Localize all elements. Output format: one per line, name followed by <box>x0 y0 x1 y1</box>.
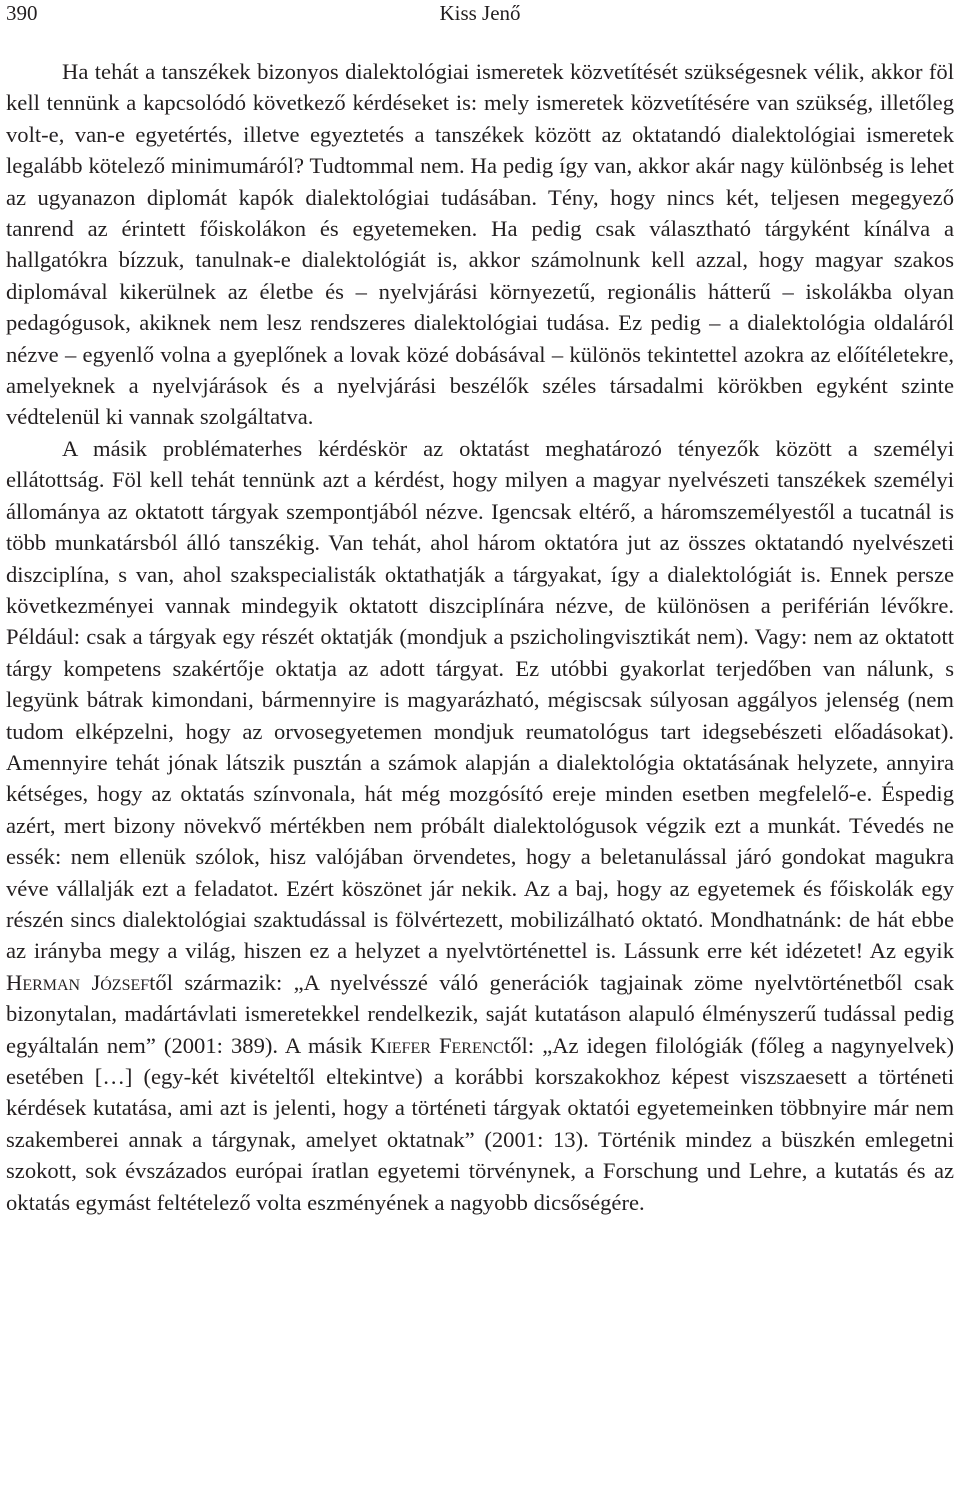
paragraph-1: Ha tehát a tanszékek bizonyos dialektológiai ismeretek közvetítését szükségesnek vélik, akkor föl kell tennünk a kapcsolódó következő kérdéseket is: mely ismeretek közvetítésére van szükség, illetőleg volt-e, van-e egyetértés, illetve egyeztetés a tanszékek között az oktatandó dialektológiai ismeretek legalább kötelező minimumáról? Tudtommal nem. Ha pedig így van, akkor akár nagy különbség is lehet az ugyanazon diplomát kapók dialektológiai tudásában. Tény, hogy nincs két, teljesen megegyező tanrend az érintett főiskolákon és egyetemeken. Ha pedig csak választható tárgyként kínálva a hallgatókra bízzuk, tanulnak-e dialektológiát is, akkor számolnunk kell azzal, hogy magyar szakos diplomával kikerülnek az életbe és – nyelvjárási környezetű, regionális hátterű – iskolákba olyan pedagógusok, akiknek nem lesz rendszeres dialektológiai tudása. Ez pedig – a dialektológia oldaláról nézve – egyenlő volna a gyeplőnek a lovak közé dobásával – különös tekintettel azokra az előítéletekre, amelyeknek a nyelvjárások és a nyelvjárási beszélők széles társadalmi körökben egyként szinte védtelenül ki vannak szolgáltatva. <box>6 59 954 430</box>
cited-author-kiefer: Kiefer Ferenc <box>370 1032 504 1058</box>
author-header: Kiss Jenő <box>439 1 521 25</box>
paragraph-2-part-2: től származik: „A nyelvésszé váló generációk tagjainak zöme nyelvtörténetből csak bizonytalan, madártávlati ismeretekkel rendelkezik, saját kutatáson alapuló élményszerű tudással pedig egyáltalán nem” (2001: 389). A másik <box>6 969 954 1058</box>
cited-author-herman: Herman József <box>6 969 150 995</box>
paragraph-2 <box>6 433 954 1218</box>
running-head <box>0 0 960 28</box>
article-body <box>6 56 954 1218</box>
page-number: 390 <box>6 1 38 25</box>
paragraph-2-part-1: A másik problématerhes kérdéskör az oktatást meghatározó tényezők között a személyi ellátottság. Föl kell tehát tennünk azt a kérdést, hogy milyen a magyar nyelvészeti tanszékek személyi állománya az oktatott tárgyak szempontjából nézve. Igencsak eltérő, a háromszemélyestől a tucatnál is több munkatársból álló tanszékig. Van tehát, ahol három oktatóra jut az összes oktatandó nyelvészeti diszciplína, s van, ahol szakspecialisták oktathatják a tárgyakat, így a dialektológiát is. Ennek persze következményei vannak mindegyik oktatott diszciplínára nézve, de különösen a periférián lévőkre. Például: csak a tárgyak egy részét oktatják (mondjuk a pszicholingvisztikát nem). Vagy: nem az oktatott tárgy kompetens szakértője oktatja az adott tárgyat. Ez utóbbi gyakorlat terjedőben van nálunk, s legyünk bátrak kimondani, bármennyire is magyarázható, mégiscsak súlyosan aggályos jelenség (nem tudom elképzelni, hogy az orvosegyetemen mondjuk reumatológus tart idegsebészeti előadásokat). Amennyire tehát jónak látszik pusztán a számok alapján a dialektológia oktatásának helyzete, annyira kétséges, hogy az oktatás színvonala, hát még mozgósító ereje minden esetben megfelelő-e. Éspedig azért, mert bizony növekvő mértékben nem próbált dialektológusok végzik ezt a munkát. Tévedés ne essék: nem ellenük szólok, hisz valójában örvendetes, hogy a beletanulással járó gondokat magukra véve vállalják ezt a feladatot. Ezért köszönet jár nekik. Az a baj, hogy az egyetemek és főiskolák egy részén sincs dialektológiai szaktudással is fölvértezett, mobilizálható oktató. Mondhatnánk: de hát ebbe az irányba megy a világ, hiszen ez a helyzet a nyelvtörténettel is. Lássunk erre két idézetet! Az egyik <box>6 435 954 964</box>
paragraph-2-part-3: től: „Az idegen filológiák (főleg a nagynyelvek) esetében […] (egy-két kivételtől eltekintve) a korábbi korszakokhoz képest viszszaesett a történeti kérdések kutatása, ami azt is jelenti, hogy a történeti tárgyak oktatói egyetemeinken többnyire már nem szakemberei annak a tárgynak, amelyet oktatnak” (2001: 13). Történik mindez a büszkén emlegetni szokott, sok évszázados európai íratlan egyetemi törvénynek, a Forschung und Lehre, a kutatás és az oktatás egymást feltételező volta eszményének a nagyobb dicsőségére. <box>6 1032 955 1215</box>
